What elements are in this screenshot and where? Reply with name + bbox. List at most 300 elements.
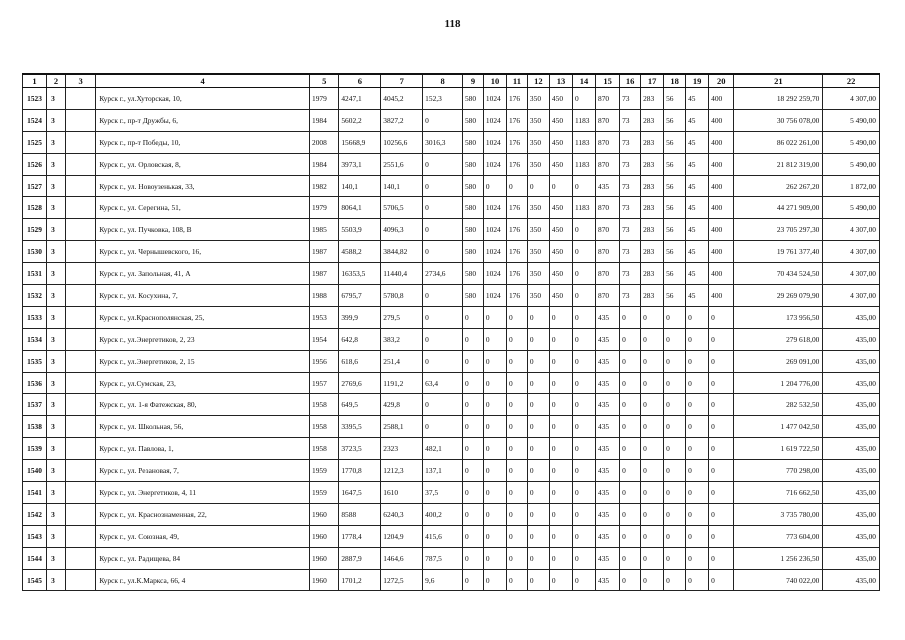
table-cell: 0 (620, 482, 641, 504)
table-cell: 773 604,00 (734, 525, 823, 547)
table-row (23, 197, 880, 219)
table-cell: 56 (664, 131, 686, 153)
table-cell: 0 (527, 306, 549, 328)
table-cell: 279,5 (381, 306, 423, 328)
table-cell: 870 (596, 285, 620, 307)
table-row (23, 241, 880, 263)
table-cell: 140,1 (339, 175, 381, 197)
table-cell: 0 (620, 394, 641, 416)
table-cell: 429,8 (381, 394, 423, 416)
table-cell: 1 204 776,00 (734, 372, 823, 394)
table-cell: 0 (686, 482, 709, 504)
column-header-5: 5 (310, 74, 339, 88)
table-cell: 580 (462, 109, 483, 131)
table-cell: 0 (423, 328, 463, 350)
table-cell (65, 394, 95, 416)
table-cell: 350 (527, 109, 549, 131)
table-cell: 86 022 261,00 (734, 131, 823, 153)
table-row (23, 503, 880, 525)
address-cell: Курск г., ул. Павлова, 1, (96, 438, 310, 460)
table-cell (65, 175, 95, 197)
table-row (23, 153, 880, 175)
table-cell: 1530 (23, 241, 47, 263)
table-cell: 870 (596, 263, 620, 285)
column-header-7: 7 (381, 74, 423, 88)
housing-register-table (22, 73, 880, 591)
table-cell: 176 (506, 241, 527, 263)
table-cell: 1191,2 (381, 372, 423, 394)
column-header-13: 13 (549, 74, 572, 88)
table-cell: 1957 (310, 372, 339, 394)
table-cell: 0 (572, 482, 595, 504)
table-cell: 3 (47, 263, 66, 285)
table-cell: 73 (620, 175, 641, 197)
table-row (23, 372, 880, 394)
table-cell: 0 (483, 372, 506, 394)
table-cell: 18 292 259,70 (734, 88, 823, 110)
table-cell: 435 (596, 394, 620, 416)
table-cell: 1987 (310, 241, 339, 263)
column-header-6: 6 (339, 74, 381, 88)
table-cell: 1 872,00 (823, 175, 880, 197)
table-cell: 1 477 042,50 (734, 416, 823, 438)
address-cell: Курск г., ул. Орловская, 8, (96, 153, 310, 175)
table-cell: 450 (549, 153, 572, 175)
table-cell: 0 (686, 394, 709, 416)
table-cell: 45 (686, 197, 709, 219)
table-cell: 4 307,00 (823, 285, 880, 307)
table-cell: 400 (709, 131, 734, 153)
table-cell: 0 (423, 197, 463, 219)
table-cell: 1535 (23, 350, 47, 372)
table-cell: 0 (664, 569, 686, 591)
table-cell: 3 (47, 547, 66, 569)
table-cell: 649,5 (339, 394, 381, 416)
table-row (23, 525, 880, 547)
table-cell: 0 (483, 394, 506, 416)
table-cell: 0 (620, 372, 641, 394)
table-cell: 435,00 (823, 460, 880, 482)
table-cell (65, 285, 95, 307)
table-cell: 0 (572, 219, 595, 241)
column-header-2: 2 (47, 74, 66, 88)
table-cell: 0 (462, 569, 483, 591)
table-cell: 1959 (310, 482, 339, 504)
table-body (23, 88, 880, 591)
table-cell: 870 (596, 197, 620, 219)
table-cell: 0 (664, 438, 686, 460)
table-cell: 787,5 (423, 547, 463, 569)
table-cell: 0 (527, 416, 549, 438)
table-cell: 0 (572, 263, 595, 285)
table-cell: 1982 (310, 175, 339, 197)
column-header-20: 20 (709, 74, 734, 88)
table-cell: 19 761 377,40 (734, 241, 823, 263)
table-cell: 0 (572, 285, 595, 307)
table-cell: 0 (527, 438, 549, 460)
table-cell: 9,6 (423, 569, 463, 591)
table-row (23, 438, 880, 460)
table-cell: 0 (620, 547, 641, 569)
table-cell: 0 (549, 372, 572, 394)
address-cell: Курск г., ул.Энергетиков, 2, 15 (96, 350, 310, 372)
table-cell: 1 256 236,50 (734, 547, 823, 569)
table-cell: 1984 (310, 109, 339, 131)
table-cell: 8588 (339, 503, 381, 525)
table-cell: 1953 (310, 306, 339, 328)
table-cell: 0 (483, 460, 506, 482)
table-cell: 152,3 (423, 88, 463, 110)
table-cell: 2887,9 (339, 547, 381, 569)
table-cell: 1531 (23, 263, 47, 285)
address-cell: Курск г., ул. Косухина, 7, (96, 285, 310, 307)
table-cell: 0 (462, 416, 483, 438)
table-cell (65, 569, 95, 591)
table-cell: 56 (664, 285, 686, 307)
table-cell: 5 490,00 (823, 131, 880, 153)
table-cell: 0 (549, 569, 572, 591)
table-cell: 0 (423, 416, 463, 438)
table-cell: 350 (527, 285, 549, 307)
table-cell: 350 (527, 131, 549, 153)
table-cell: 3 (47, 219, 66, 241)
table-cell: 3 (47, 460, 66, 482)
table-cell: 1526 (23, 153, 47, 175)
table-cell: 283 (641, 131, 664, 153)
column-header-3: 3 (65, 74, 95, 88)
table-cell: 0 (572, 503, 595, 525)
table-cell: 0 (483, 350, 506, 372)
table-cell: 0 (549, 525, 572, 547)
table-row (23, 88, 880, 110)
table-cell: 21 812 319,00 (734, 153, 823, 175)
column-header-17: 17 (641, 74, 664, 88)
table-cell: 1523 (23, 88, 47, 110)
address-cell: Курск г., ул. Чернышевского, 16, (96, 241, 310, 263)
table-cell: 0 (423, 109, 463, 131)
table-cell: 45 (686, 88, 709, 110)
table-cell: 0 (549, 175, 572, 197)
table-cell: 0 (423, 350, 463, 372)
table-cell: 3844,82 (381, 241, 423, 263)
table-cell: 435 (596, 569, 620, 591)
column-header-16: 16 (620, 74, 641, 88)
table-cell: 3 (47, 394, 66, 416)
table-cell: 3 (47, 350, 66, 372)
table-cell: 0 (462, 306, 483, 328)
table-cell: 0 (527, 175, 549, 197)
address-cell: Курск г., ул. Энергетиков, 4, 11 (96, 482, 310, 504)
table-cell: 5780,8 (381, 285, 423, 307)
table-cell: 383,2 (381, 328, 423, 350)
table-cell: 283 (641, 219, 664, 241)
address-cell: Курск г., ул. Новоузенькая, 33, (96, 175, 310, 197)
table-cell: 0 (620, 350, 641, 372)
table-cell: 0 (664, 416, 686, 438)
table-cell: 283 (641, 263, 664, 285)
table-cell: 45 (686, 219, 709, 241)
table-cell: 0 (423, 394, 463, 416)
table-cell: 350 (527, 197, 549, 219)
table-cell: 0 (423, 241, 463, 263)
table-cell: 0 (527, 350, 549, 372)
table-cell: 56 (664, 241, 686, 263)
table-cell: 0 (620, 460, 641, 482)
table-cell: 870 (596, 153, 620, 175)
table-cell: 3 (47, 131, 66, 153)
table-cell: 1525 (23, 131, 47, 153)
table-cell: 0 (686, 438, 709, 460)
address-cell: Курск г., пр-т Дружбы, 6, (96, 109, 310, 131)
table-cell: 0 (527, 503, 549, 525)
table-cell: 580 (462, 285, 483, 307)
table-cell: 1529 (23, 219, 47, 241)
table-cell: 0 (641, 394, 664, 416)
table-cell: 1958 (310, 394, 339, 416)
table-cell: 0 (572, 88, 595, 110)
table-cell: 5602,2 (339, 109, 381, 131)
table-cell: 282 532,50 (734, 394, 823, 416)
table-cell: 870 (596, 109, 620, 131)
table-cell: 400 (709, 88, 734, 110)
table-cell: 0 (527, 460, 549, 482)
table-cell: 0 (506, 482, 527, 504)
table-cell: 3 (47, 569, 66, 591)
table-cell: 0 (483, 416, 506, 438)
table-cell: 0 (506, 372, 527, 394)
table-cell: 0 (709, 482, 734, 504)
table-cell: 0 (664, 460, 686, 482)
table-cell: 3 735 780,00 (734, 503, 823, 525)
table-cell: 0 (483, 503, 506, 525)
table-cell: 450 (549, 263, 572, 285)
table-cell: 56 (664, 109, 686, 131)
table-cell: 1533 (23, 306, 47, 328)
table-cell: 1544 (23, 547, 47, 569)
table-cell: 435,00 (823, 372, 880, 394)
table-cell: 3395,5 (339, 416, 381, 438)
table-cell: 450 (549, 131, 572, 153)
table-cell: 0 (709, 569, 734, 591)
table-cell: 3 (47, 197, 66, 219)
table-cell: 0 (572, 547, 595, 569)
table-cell: 0 (686, 306, 709, 328)
table-cell: 73 (620, 263, 641, 285)
table-cell: 23 705 297,30 (734, 219, 823, 241)
table-cell: 173 956,50 (734, 306, 823, 328)
column-header-8: 8 (423, 74, 463, 88)
table-cell: 1024 (483, 197, 506, 219)
table-cell: 2551,6 (381, 153, 423, 175)
table-cell: 56 (664, 219, 686, 241)
table-row (23, 328, 880, 350)
table-cell: 0 (506, 525, 527, 547)
table-cell: 435,00 (823, 569, 880, 591)
address-cell: Курск г., ул. Краснознаменная, 22, (96, 503, 310, 525)
table-header-row (23, 74, 880, 88)
table-cell: 0 (641, 438, 664, 460)
table-cell: 870 (596, 241, 620, 263)
table-cell: 0 (549, 416, 572, 438)
table-cell: 3827,2 (381, 109, 423, 131)
table-cell: 3 (47, 175, 66, 197)
table-cell: 1183 (572, 131, 595, 153)
table-cell: 0 (506, 394, 527, 416)
table-cell (65, 219, 95, 241)
table-cell (65, 372, 95, 394)
table-cell: 1960 (310, 525, 339, 547)
table-cell: 400 (709, 263, 734, 285)
table-cell: 1539 (23, 438, 47, 460)
table-cell: 0 (506, 328, 527, 350)
table-cell: 580 (462, 131, 483, 153)
table-cell: 435 (596, 328, 620, 350)
table-cell: 415,6 (423, 525, 463, 547)
table-cell: 1024 (483, 131, 506, 153)
table-cell: 0 (664, 350, 686, 372)
table-cell: 176 (506, 88, 527, 110)
address-cell: Курск г., ул. Пучковка, 108, В (96, 219, 310, 241)
table-cell: 350 (527, 219, 549, 241)
table-cell: 0 (686, 525, 709, 547)
table-cell: 283 (641, 241, 664, 263)
table-cell: 45 (686, 153, 709, 175)
table-row (23, 109, 880, 131)
address-cell: Курск г., ул. Серегина, 51, (96, 197, 310, 219)
table-cell: 435 (596, 547, 620, 569)
table-cell: 1542 (23, 503, 47, 525)
table-cell (65, 547, 95, 569)
table-cell: 435 (596, 503, 620, 525)
table-cell: 0 (664, 306, 686, 328)
column-header-12: 12 (527, 74, 549, 88)
table-cell: 0 (572, 460, 595, 482)
table-cell: 0 (462, 372, 483, 394)
table-row (23, 306, 880, 328)
table-cell (65, 482, 95, 504)
table-cell: 1979 (310, 88, 339, 110)
table-cell: 0 (709, 372, 734, 394)
table-cell: 770 298,00 (734, 460, 823, 482)
table-cell: 3 (47, 306, 66, 328)
table-cell: 251,4 (381, 350, 423, 372)
table-cell: 137,1 (423, 460, 463, 482)
column-header-15: 15 (596, 74, 620, 88)
table-cell: 450 (549, 197, 572, 219)
table-cell: 70 434 524,50 (734, 263, 823, 285)
table-cell: 279 618,00 (734, 328, 823, 350)
table-cell: 45 (686, 285, 709, 307)
table-cell: 618,6 (339, 350, 381, 372)
table-cell (65, 153, 95, 175)
table-cell: 435,00 (823, 416, 880, 438)
table-cell: 0 (620, 306, 641, 328)
table-cell: 0 (483, 547, 506, 569)
table-cell: 0 (462, 438, 483, 460)
table-cell: 269 091,00 (734, 350, 823, 372)
table-cell: 3973,1 (339, 153, 381, 175)
table-cell (65, 241, 95, 263)
table-cell: 283 (641, 109, 664, 131)
table-cell: 1540 (23, 460, 47, 482)
address-cell: Курск г., пр-т Победы, 10, (96, 131, 310, 153)
table-cell: 580 (462, 219, 483, 241)
table-cell: 0 (641, 525, 664, 547)
table-cell: 0 (462, 328, 483, 350)
table-cell: 1527 (23, 175, 47, 197)
table-cell: 5503,9 (339, 219, 381, 241)
table-cell: 0 (686, 372, 709, 394)
table-cell: 1524 (23, 109, 47, 131)
table-cell: 0 (572, 350, 595, 372)
table-cell: 740 022,00 (734, 569, 823, 591)
table-row (23, 416, 880, 438)
table-cell: 350 (527, 241, 549, 263)
table-cell: 0 (462, 482, 483, 504)
table-cell: 1987 (310, 263, 339, 285)
table-cell: 435 (596, 350, 620, 372)
table-cell: 5 490,00 (823, 153, 880, 175)
table-cell: 1647,5 (339, 482, 381, 504)
table-cell (65, 525, 95, 547)
table-cell: 450 (549, 88, 572, 110)
table-cell: 435,00 (823, 525, 880, 547)
table-cell: 400 (709, 197, 734, 219)
table-cell: 176 (506, 285, 527, 307)
table-cell: 0 (549, 482, 572, 504)
table-cell: 1545 (23, 569, 47, 591)
table-cell: 642,8 (339, 328, 381, 350)
table-cell: 0 (686, 416, 709, 438)
table-cell: 400 (709, 241, 734, 263)
table-cell: 73 (620, 285, 641, 307)
table-cell: 15668,9 (339, 131, 381, 153)
table-cell: 0 (549, 350, 572, 372)
table-cell: 0 (483, 328, 506, 350)
table-cell: 56 (664, 175, 686, 197)
table-cell: 0 (620, 525, 641, 547)
table-cell: 482,1 (423, 438, 463, 460)
table-cell: 350 (527, 263, 549, 285)
table-cell: 0 (620, 438, 641, 460)
table-cell: 56 (664, 88, 686, 110)
table-cell: 45 (686, 175, 709, 197)
table-cell: 870 (596, 131, 620, 153)
column-header-9: 9 (462, 74, 483, 88)
table-cell: 56 (664, 153, 686, 175)
table-cell: 1778,4 (339, 525, 381, 547)
table-cell: 1183 (572, 197, 595, 219)
table-cell: 0 (483, 525, 506, 547)
table-cell: 176 (506, 263, 527, 285)
table-row (23, 394, 880, 416)
table-cell (65, 306, 95, 328)
table-cell: 0 (572, 241, 595, 263)
table-cell: 1272,5 (381, 569, 423, 591)
table-cell: 2769,6 (339, 372, 381, 394)
table-cell: 1212,3 (381, 460, 423, 482)
table-cell: 45 (686, 263, 709, 285)
table-cell: 56 (664, 263, 686, 285)
table-cell: 0 (620, 569, 641, 591)
table-cell: 0 (709, 460, 734, 482)
address-cell: Курск г., ул. Союзная, 49, (96, 525, 310, 547)
address-cell: Курск г., ул. Радищева, 84 (96, 547, 310, 569)
table-cell: 580 (462, 263, 483, 285)
table-cell: 6240,3 (381, 503, 423, 525)
table-cell: 0 (641, 569, 664, 591)
table-cell: 450 (549, 241, 572, 263)
